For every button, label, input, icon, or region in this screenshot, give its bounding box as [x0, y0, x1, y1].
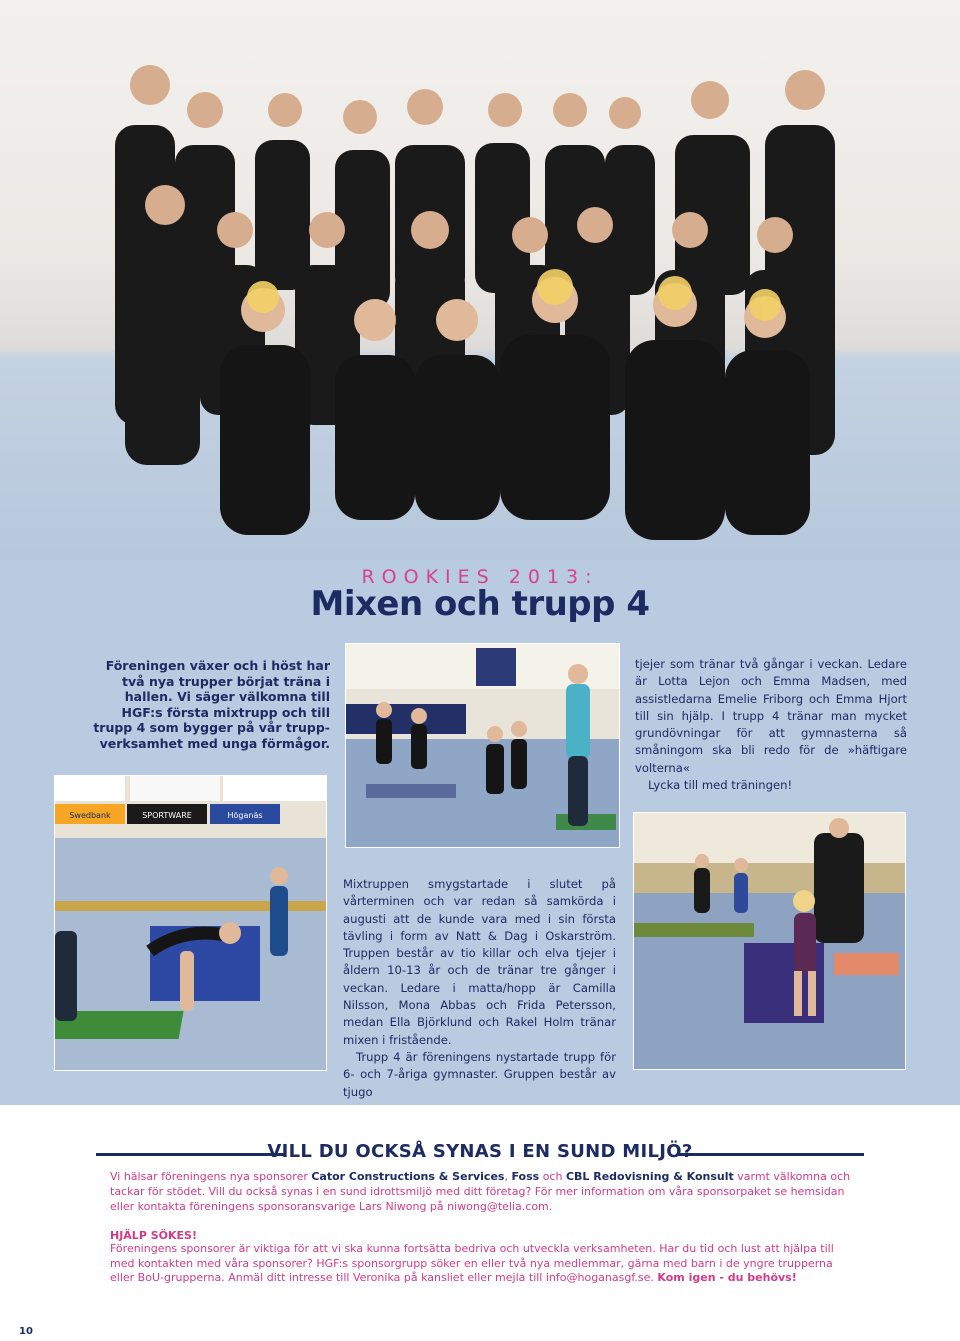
article-intro: Föreningen växer och i höst har två nya trupper börjat träna i hallen. Vi säger välkomna till HGF:s första mixtrupp och till trupp 4 som bygger på vår trupp-verksamhet med unga förmågor. — [93, 658, 330, 751]
sponsor-title: VILL DU OCKSÅ SYNAS I EN SUND MILJÖ? — [267, 1141, 693, 1162]
column-right-closing: Lycka till med träningen! — [648, 778, 793, 793]
help-wanted-cta: Kom igen - du behövs! — [657, 1271, 797, 1284]
team-photo — [0, 0, 960, 560]
sponsor-name-cbl: CBL Redovisning & Konsult — [565, 1170, 734, 1183]
sponsor-separator: , — [504, 1170, 512, 1183]
help-wanted-title: HJÄLP SÖKES! — [110, 1229, 197, 1242]
column-mid-paragraph-2: Trupp 4 är föreningens nystartade trupp för 6- och 7-åriga gymnaster. Gruppen består av tjugo — [343, 1049, 616, 1099]
sponsor-text — [110, 1169, 860, 1214]
help-wanted-text — [110, 1242, 860, 1286]
sponsor-text-body: varmt välkomna och tackar för stödet. Vill du också synas i en sund idrottsmiljö med ditt företag? För mer information om våra sponsorpaket se hemsidan eller kontakta föreningens sponsoransvarige Lars Niwong på niwong@telia.com. — [110, 1170, 851, 1213]
page-number: 10 — [19, 1326, 33, 1337]
photo-vault-training — [54, 775, 327, 1071]
banner-sportware: SPORTWARE — [142, 811, 192, 820]
sponsor-separator: och — [539, 1170, 566, 1183]
column-right-paragraph: tjejer som tränar två gångar i veckan. Ledare är Lotta Lejon och Emma Madsen, med assistledarna Emelie Friborg och Emma Hjort till sin hjälp. I trupp 4 tränar man mycket grundövningar för att gymnasterna så småningom ska bli redo för de »häftigare volterna« — [635, 657, 907, 775]
sponsor-text-intro: Vi hälsar föreningens nya sponsorer — [110, 1170, 312, 1183]
banner-hoganas: Höganäs — [227, 811, 263, 820]
banner-swedbank: Swedbank — [69, 811, 111, 820]
team-photo-illustration — [95, 55, 865, 540]
article-column-mid — [343, 876, 616, 1101]
help-wanted-body: Föreningens sponsorer är viktiga för att vi ska kunna fortsätta bedriva och utveckla verksamheten. Har du tid och lust att hjälpa till med kontakten med våra sponsorer? HGF:s sponsorgrupp söker en eller två nya medlemmar, gärna med barn i de yngre trupperna eller BoU-grupperna. Anmäl ditt intresse till Veronika på kansliet eller mejla till info@hoganasgf.se. — [110, 1242, 834, 1284]
article-kicker: ROOKIES 2013: — [361, 566, 599, 588]
photo-floor-training — [633, 812, 906, 1070]
sponsor-name-cator: Cator Constructions & Services — [311, 1170, 505, 1183]
sponsor-name-foss: Foss — [511, 1170, 540, 1183]
column-mid-paragraph: Mixtruppen smygstartade i slutet på vårterminen och var redan så samkörda i augusti att de kunde vara med i sin första tävling i form av Natt & Dag i Oskarström. Truppen består av tio killar och elva tjejer i åldern 10-13 år och de tränar tre gånger i veckan. Ledare i matta/hopp är Camilla Nilsson, Mona Abbas och Frida Petersson, medan Ella Björklund och Rakel Holm tränar mixen i fristående. — [343, 877, 616, 1047]
article-headline: Mixen och trupp 4 — [310, 584, 650, 624]
photo-trupp4-training — [345, 643, 620, 848]
article-column-right — [635, 656, 907, 794]
